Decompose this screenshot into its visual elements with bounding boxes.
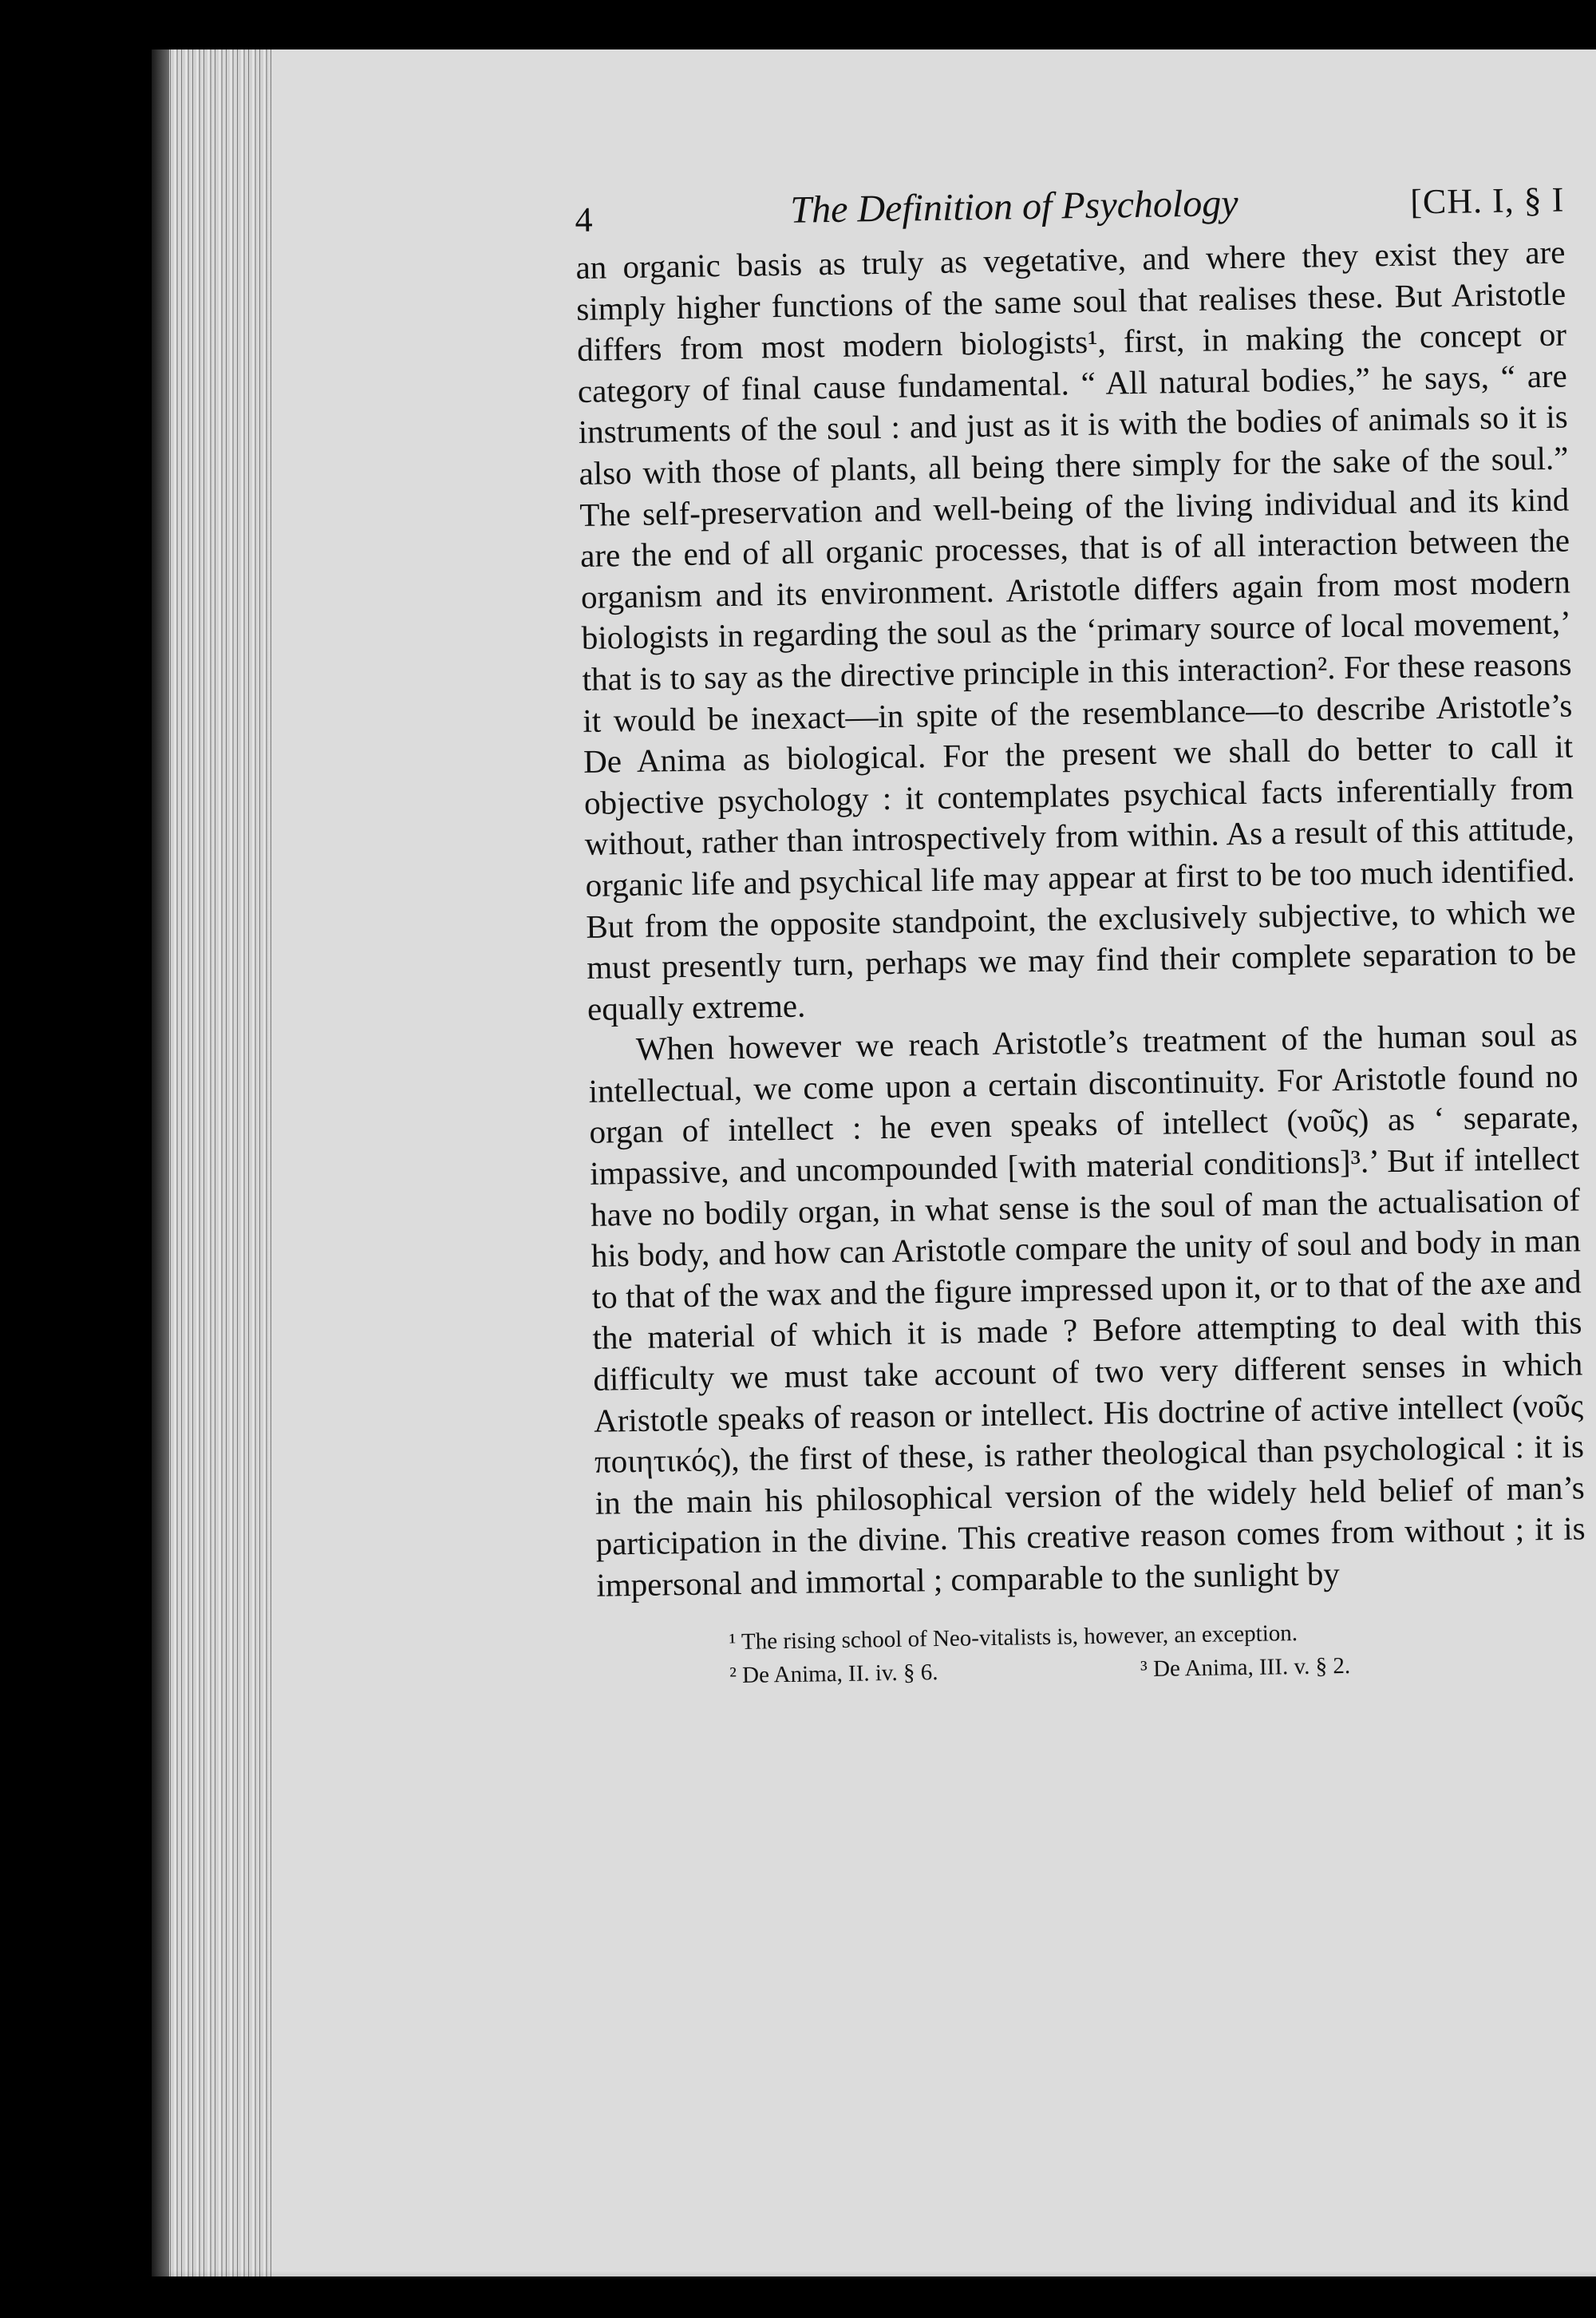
binding-shadow [152, 49, 169, 2276]
page-edge-stack [152, 49, 271, 2276]
paragraph-2: When however we reach Aristotle’s treatment of the human soul as intellectual, we come upon a certain discontinuity. For Aristotle found no organ of intellect : he even speaks of intellect (νοῦς) as ‘ separate, impassive, and uncompounded [with material conditions]³.’ But if intellect have no bodily organ, in what sense is the soul of man the actualisation of his body, and how can Aristotle compare the unity of soul and body in man to that of the wax and the figure impressed upon it, or to that of the axe and the material of which it is made ? Before attempting to deal with this difficulty we must take account of two very different senses in which Aristotle speaks of reason or intellect. His doctrine of active intellect (νοῦς ποιητικός), the first of these, is rather theological than psychological : it is in the main his philosophical version of the widely held belief of man’s participation in the divine. This creative reason comes from without ; it is impersonal and immortal ; comparable to the sunlight by [588, 1015, 1586, 1604]
body-text [575, 232, 1586, 1607]
chapter-reference: [CH. I, § I [1409, 180, 1565, 222]
footnote-1: ¹ The rising school of Neo-vitalists is, however, an exception. [729, 1620, 1298, 1655]
bottom-shadow [152, 2270, 1596, 2318]
page-content [575, 176, 1587, 1695]
footnote-2: ² De Anima, II. iv. § 6. [729, 1659, 938, 1688]
footnote-3: ³ De Anima, III. v. § 2. [1140, 1652, 1351, 1682]
page-number: 4 [575, 200, 593, 239]
paragraph-1: an organic basis as truly as vegetative, and where they exist they are simply higher functions of the same soul that realises these. But Aristotle differs from most modern biologists¹, first, in making the concept or category of final cause fundamental. “ All natural bodies,” he says, “ are instruments of the soul : and just as it is with the bodies of animals so it is also with those of plants, all being there simply for the sake of the soul.” The self-preservation and well-being of the living individual and its kind are the end of all organic processes, that is of all interaction between the organism and its environment. Aristotle differs again from most modern biologists in regarding the soul as the ‘primary source of local movement,’ that is to say as the directive principle in this interaction². For these reasons it would be inexact—in spite of the resemblance—to describe Aristotle’s De Anima as biological. For the present we shall do better to call it objective psychology : it contemplates psychical facts inferentially from without, rather than introspectively from within. As a result of this attitude, organic life and psychical life may appear at first to be too much identified. But from the opposite standpoint, the exclusively subjective, to which we must presently turn, perhaps we may find their complete separation to be equally extreme. [575, 233, 1577, 1027]
running-title: The Definition of Psychology [789, 181, 1238, 231]
